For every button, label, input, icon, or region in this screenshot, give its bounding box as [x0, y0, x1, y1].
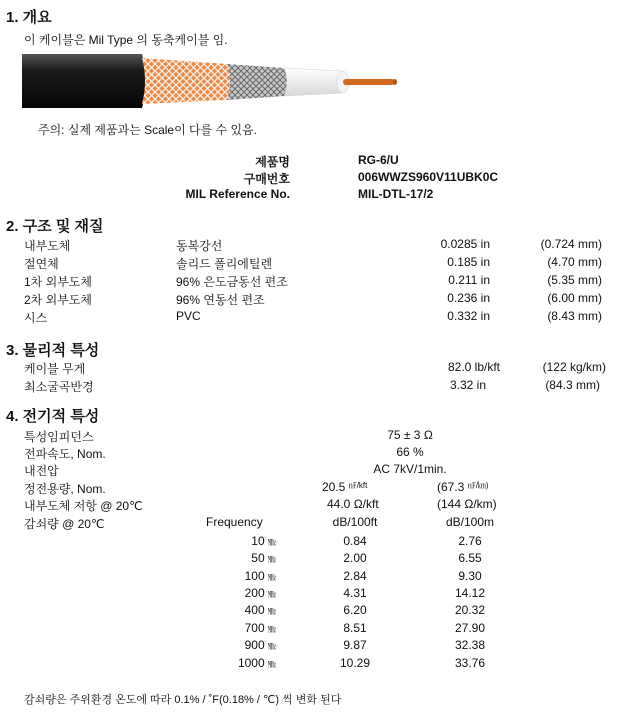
structure-row-name: 1차 외부도체: [24, 275, 92, 289]
attenuation-db-100m: 32.38: [454, 638, 486, 652]
structure-row-material: 솔리드 폴리에틸렌: [176, 257, 273, 271]
attenuation-frequency: 400 ㎒: [244, 603, 276, 617]
resistance-value: 44.0 Ω/kft: [327, 497, 379, 511]
structure-row-inch: 0.185 in: [447, 255, 490, 269]
structure-row-inch: 0.236 in: [447, 291, 490, 305]
capacitance-value: 20.5 $^{㎋/kft}$: [322, 480, 368, 494]
attenuation-label: 감쇠량 @ 20℃: [24, 517, 105, 531]
info-label-mil-ref: MIL Reference No.: [185, 187, 290, 201]
impedance-value: 75 ± 3 Ω: [387, 428, 433, 442]
info-value-purchase-no: 006WWZS960V11UBK0C: [358, 170, 499, 184]
structure-row-mm: (5.35 mm): [547, 273, 602, 287]
attenuation-db-100m: 6.55: [458, 551, 482, 565]
structure-row-name: 2차 외부도체: [24, 293, 92, 307]
info-value-mil-ref: MIL-DTL-17/2: [358, 187, 434, 201]
structure-row-name: 시스: [24, 311, 48, 325]
attenuation-frequency: 900 ㎒: [244, 638, 276, 652]
attenuation-db-100m: 27.90: [454, 621, 486, 635]
structure-row-material: 동복강선: [176, 239, 223, 253]
capacitance-label: 정전용량, Nom.: [24, 482, 106, 496]
attenuation-db-100m: 9.30: [458, 569, 482, 583]
structure-row-inch: 0.332 in: [447, 309, 490, 323]
section-title-structure: 2. 구조 및 재질: [6, 218, 104, 235]
attenuation-db-100ft: 2.00: [343, 551, 367, 565]
attenuation-db-100m: 2.76: [458, 534, 482, 548]
structure-row-material: 96% 은도금동선 편조: [176, 275, 288, 289]
resistance-label: 내부도체 저항 @ 20℃: [24, 499, 143, 513]
attenuation-db-100ft: 2.84: [343, 569, 367, 583]
attenuation-frequency: 700 ㎒: [244, 621, 276, 635]
capacitance-value-metric: (67.3 ㎋/㎞): [437, 480, 489, 494]
resistance-value-metric: (144 Ω/km): [437, 497, 497, 511]
structure-row-name: 내부도체: [24, 239, 71, 253]
attenuation-db-100m: 14.12: [454, 586, 486, 600]
info-value-product: RG-6/U: [358, 153, 399, 167]
section-title-overview: 1. 개요: [6, 9, 52, 26]
section-title-physical: 3. 물리적 특성: [6, 342, 100, 359]
attenuation-header-db-100m: dB/100m: [445, 515, 495, 529]
attenuation-frequency: 200 ㎒: [244, 586, 276, 600]
withstand-voltage-value: AC 7kV/1min.: [373, 462, 447, 476]
attenuation-db-100ft: 9.87: [343, 638, 367, 652]
attenuation-db-100ft: 6.20: [343, 603, 367, 617]
structure-row-inch: 0.0285 in: [440, 237, 490, 251]
attenuation-db-100m: 20.32: [454, 603, 486, 617]
physical-row-value-metric: (84.3 mm): [545, 378, 600, 392]
impedance-label: 특성임피던스: [24, 430, 94, 444]
section-title-electrical: 4. 전기적 특성: [6, 408, 100, 425]
physical-row-value-metric: (122 kg/km): [542, 360, 606, 374]
structure-row-mm: (6.00 mm): [547, 291, 602, 305]
structure-row-name: 절연체: [24, 257, 59, 271]
physical-row-value: 82.0 lb/kft: [447, 360, 500, 374]
structure-row-inch: 0.211 in: [448, 273, 490, 287]
structure-row-material: 96% 연동선 편조: [176, 293, 265, 307]
attenuation-frequency: 50 ㎒: [251, 551, 276, 565]
attenuation-footnote: 감쇠량은 주위환경 온도에 따라 0.1% / ˚F(0.18% / ℃) 씩 변화 된다: [24, 694, 342, 706]
attenuation-db-100ft: 10.29: [339, 656, 371, 670]
attenuation-header-db-100ft: dB/100ft: [332, 515, 378, 529]
coax-cable-image: [22, 50, 422, 112]
structure-row-material: PVC: [176, 309, 201, 323]
physical-row-name: 케이블 무게: [24, 362, 86, 376]
structure-row-mm: (4.70 mm): [547, 255, 602, 269]
attenuation-db-100ft: 0.84: [343, 534, 367, 548]
attenuation-db-100ft: 8.51: [343, 621, 367, 635]
attenuation-frequency: 1000 ㎒: [237, 656, 276, 670]
attenuation-frequency: 10 ㎒: [251, 534, 276, 548]
attenuation-header-frequency: Frequency: [206, 515, 263, 529]
physical-row-value: 3.32 in: [449, 378, 486, 392]
attenuation-db-100m: 33.76: [454, 656, 486, 670]
velocity-label: 전파속도, Nom.: [24, 447, 106, 461]
physical-row-name: 최소굴곡반경: [24, 380, 94, 394]
info-label-purchase-no: 구매번호: [243, 172, 290, 186]
structure-row-mm: (8.43 mm): [547, 309, 602, 323]
info-label-product: 제품명: [255, 155, 290, 169]
withstand-voltage-label: 내전압: [24, 464, 59, 478]
velocity-value: 66 %: [396, 445, 424, 459]
structure-row-mm: (0.724 mm): [540, 237, 602, 251]
attenuation-db-100ft: 4.31: [343, 586, 367, 600]
scale-note: 주의: 실제 제품과는 Scale이 다를 수 있음.: [38, 123, 257, 137]
attenuation-frequency: 100 ㎒: [244, 569, 276, 583]
overview-description: 이 케이블은 Mil Type 의 동축케이블 임.: [24, 33, 228, 47]
